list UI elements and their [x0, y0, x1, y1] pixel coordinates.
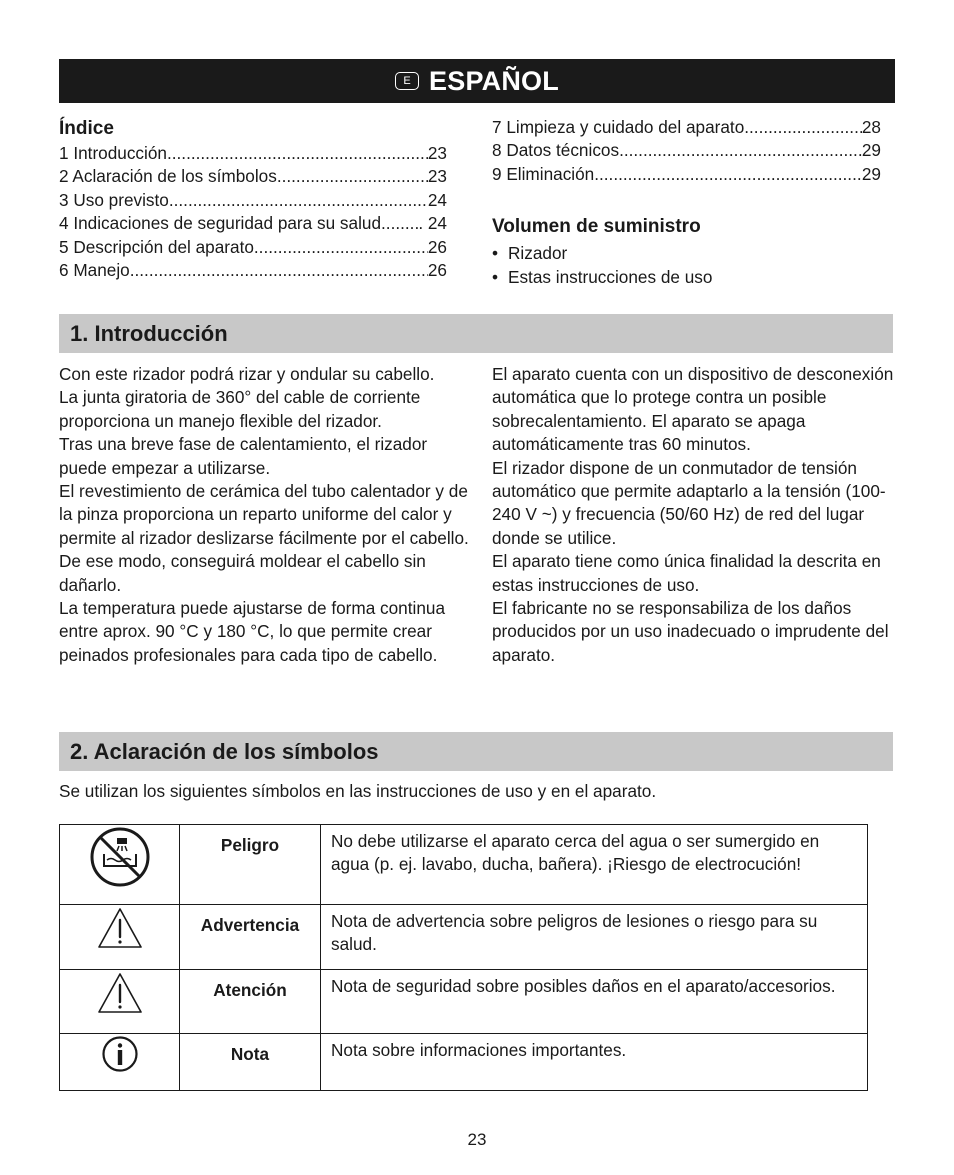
toc-entry[interactable]: 9 Eliminación ..... 29 — [492, 163, 881, 186]
list-item: • Rizador — [492, 243, 568, 264]
symbols-intro: Se utilizan los siguientes símbolos en las instrucciones de uso y en el aparato. — [59, 781, 657, 801]
toc-heading: Índice — [59, 118, 114, 139]
section-heading-introduction: 1. Introducción — [59, 314, 893, 353]
symbols-table — [59, 824, 868, 1091]
paragraph: La temperatura puede ajustarse de forma continua entre aprox. 90 °C y 180 °C, lo que permite crear peinados profesionales para cada tipo de cabello. — [59, 598, 446, 665]
toc-entry[interactable]: 1 Introducción ..... 23 — [59, 142, 447, 165]
symbol-label: Advertencia — [180, 905, 321, 970]
paragraph: Con este rizador podrá rizar y ondular su cabello. — [59, 364, 435, 384]
table-row — [60, 825, 868, 905]
toc-right-column — [492, 116, 881, 289]
intro-right-column — [492, 363, 898, 667]
toc-entry[interactable]: 2 Aclaración de los símbolos ..... 23 — [59, 165, 447, 188]
language-badge: E — [395, 72, 419, 90]
no-water-icon — [89, 826, 151, 888]
symbol-description: Nota de seguridad sobre posibles daños en el aparato/accesorios. — [321, 970, 868, 1034]
supply-heading: Volumen de suministro — [492, 216, 701, 238]
table-row — [60, 970, 868, 1034]
toc-entry[interactable]: 4 Indicaciones de seguridad para su salud ..... . 24 — [59, 212, 447, 235]
supply-block — [492, 214, 881, 289]
paragraph: El rizador dispone de un conmutador de tensión automático que permite adaptarlo a la tensión (100-240 V ~) y frecuencia (50/60 Hz) de red del lugar donde se utilice. — [492, 457, 886, 548]
symbol-label: Nota — [180, 1034, 321, 1091]
table-row — [60, 1034, 868, 1091]
language-title: ESPAÑOL — [429, 65, 559, 96]
symbol-description: Nota sobre informaciones importantes. — [321, 1034, 868, 1091]
paragraph: El aparato tiene como única finalidad la descrita en estas instrucciones de uso. — [492, 551, 881, 595]
symbol-description: Nota de advertencia sobre peligros de lesiones o riesgo para su salud. — [321, 905, 868, 970]
toc-entry[interactable]: 8 Datos técnicos ..... 29 — [492, 139, 881, 162]
toc-entry[interactable]: 3 Uso previsto ..... 24 — [59, 189, 447, 212]
section-heading-symbols: 2. Aclaración de los símbolos — [59, 732, 893, 771]
warning-triangle-icon — [97, 906, 143, 950]
language-banner — [59, 59, 895, 103]
paragraph: El revestimiento de cerámica del tubo calentador y de la pinza proporciona un reparto uniforme del calor y permite al rizador deslizarse fácilmente por el cabello. De ese modo, conseguirá moldear el cabello sin dañarlo. — [59, 481, 469, 595]
table-row — [60, 905, 868, 970]
paragraph: El aparato cuenta con un dispositivo de desconexión automática que lo protege contra un posible sobrecalentamiento. El aparato se apaga automáticamente tras 60 minutos. — [492, 364, 894, 455]
page-number: 23 — [467, 1130, 487, 1149]
toc-entry[interactable]: 6 Manejo ..... 26 — [59, 259, 447, 282]
info-icon — [101, 1035, 139, 1073]
toc-entry[interactable]: 5 Descripción del aparato ..... 26 — [59, 236, 447, 259]
list-item: • Estas instrucciones de uso — [492, 266, 713, 287]
symbol-label: Peligro — [180, 825, 321, 905]
paragraph: Tras una breve fase de calentamiento, el rizador puede empezar a utilizarse. — [59, 434, 428, 478]
symbol-description: No debe utilizarse el aparato cerca del agua o ser sumergido en agua (p. ej. lavabo, ducha, bañera). ¡Riesgo de electrocución! — [321, 825, 868, 905]
paragraph: La junta giratoria de 360° del cable de corriente proporciona un manejo flexible del rizador. — [59, 387, 421, 431]
intro-left-column — [59, 363, 469, 667]
toc-entry[interactable]: 7 Limpieza y cuidado del aparato ..... 28 — [492, 116, 881, 139]
warning-triangle-icon — [97, 971, 143, 1015]
toc-left-column — [59, 116, 447, 282]
paragraph: El fabricante no se responsabiliza de los daños producidos por un uso inadecuado o imprudente del aparato. — [492, 598, 889, 665]
symbol-label: Atención — [180, 970, 321, 1034]
